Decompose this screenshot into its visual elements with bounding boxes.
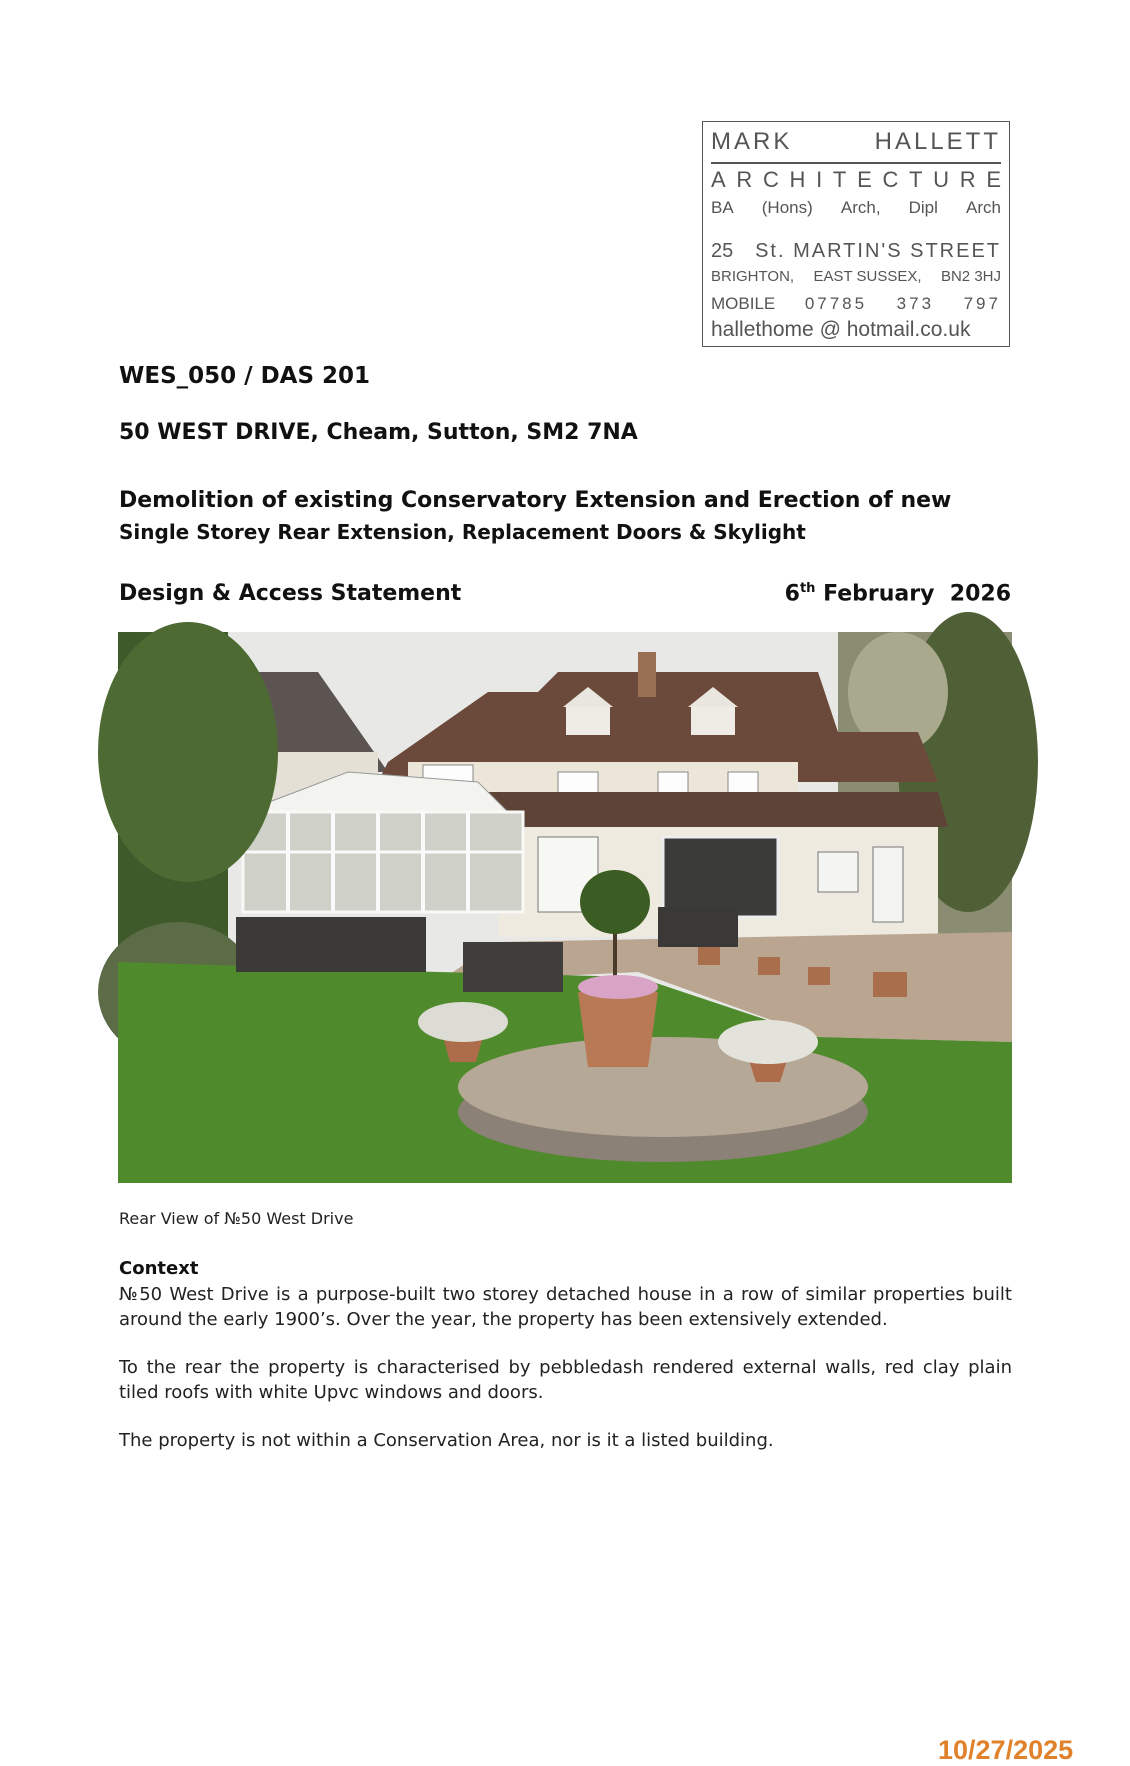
town-address: [711, 268, 1001, 285]
date-suffix: th: [799, 581, 816, 596]
mobile-part-1: 07785: [804, 294, 868, 313]
architecture-letter: C: [762, 167, 779, 192]
architecture-letter: C: [882, 167, 899, 192]
architecture-letter: A: [711, 167, 726, 192]
postcode: BN2 3HJ: [940, 268, 1001, 285]
architecture-letter: H: [789, 167, 806, 192]
qual-2: (Hons): [761, 198, 813, 217]
context-paragraph-3: The property is not within a Conservation Area, nor is it a listed building.: [119, 1430, 774, 1451]
architect-letterhead: [702, 121, 1010, 347]
house-photo-illustration: [118, 632, 1012, 1183]
street-address: [711, 240, 1001, 263]
document-type: Design & Access Statement: [119, 581, 462, 606]
date-day: 6: [784, 581, 800, 607]
context-paragraph-1: №50 West Drive is a purpose-built two storey detached house in a row of similar properties built around the early 1900’s. Over the year, the property has been extensively extended.: [119, 1284, 1012, 1330]
mobile-number: [711, 294, 1001, 314]
qual-4: Dipl: [908, 198, 938, 217]
proposal-description-line-2: Single Storey Rear Extension, Replacement Doors & Skylight: [119, 520, 806, 544]
architect-first-name: MARK: [711, 128, 793, 155]
site-address: 50 WEST DRIVE, Cheam, Sutton, SM2 7NA: [119, 420, 638, 445]
architecture-letter: E: [986, 167, 1001, 192]
county: EAST SUSSEX,: [813, 268, 922, 285]
architecture-letter: R: [736, 167, 753, 192]
letterhead-divider: [711, 162, 1001, 164]
architecture-letter: R: [959, 167, 976, 192]
architect-qualifications: [711, 198, 1001, 218]
street-number: 25: [711, 240, 734, 262]
email-address[interactable]: hallethome @ hotmail.co.uk: [711, 318, 971, 341]
architecture-word: [711, 167, 1001, 193]
qual-3: Arch,: [840, 198, 881, 217]
date-month-year: February 2026: [823, 581, 1011, 607]
architecture-letter: E: [857, 167, 872, 192]
architecture-letter: T: [909, 167, 923, 192]
context-paragraph-2: To the rear the property is characterised by pebbledash rendered external walls, red clay plain tiled roofs with white Upvc windows and doors.: [119, 1357, 1012, 1403]
mobile-part-3: 797: [963, 294, 1001, 313]
document-date: [785, 581, 1011, 606]
street-name: St. MARTIN'S STREET: [755, 240, 1001, 262]
document-reference: WES_050 / DAS 201: [119, 363, 371, 389]
architecture-letter: I: [816, 167, 823, 192]
architect-last-name: HALLETT: [874, 128, 1001, 155]
architecture-letter: U: [933, 167, 950, 192]
architect-name: [711, 128, 1001, 156]
mobile-label: MOBILE: [711, 294, 776, 313]
mobile-part-2: 373: [896, 294, 935, 313]
context-heading: Context: [119, 1258, 199, 1279]
town: BRIGHTON,: [711, 268, 795, 285]
photo-caption: Rear View of №50 West Drive: [119, 1209, 354, 1228]
photo-date-stamp: 10/27/2025: [938, 1735, 1074, 1765]
proposal-description-line-1: Demolition of existing Conservatory Extension and Erection of new: [119, 488, 952, 513]
architecture-letter: T: [832, 167, 847, 192]
qual-1: BA: [711, 198, 734, 217]
qual-5: Arch: [966, 198, 1001, 217]
